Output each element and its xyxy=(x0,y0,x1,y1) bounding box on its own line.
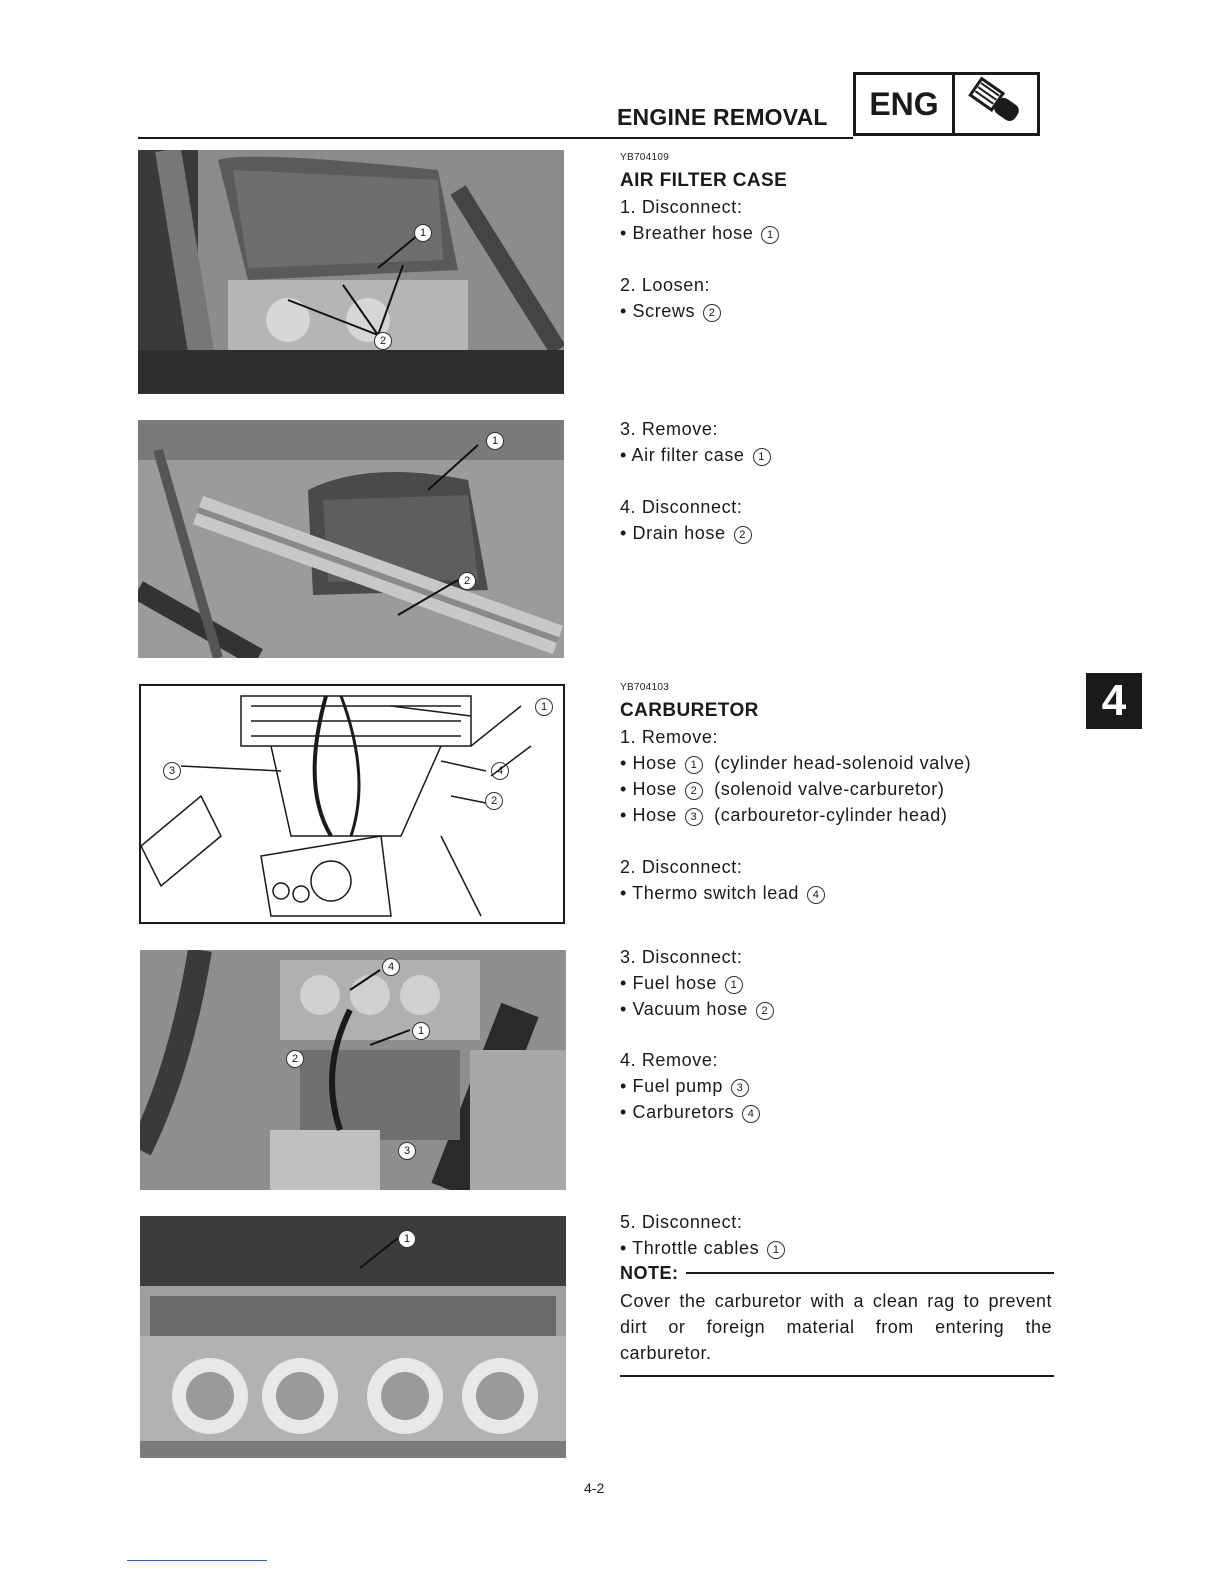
page-number: 4-2 xyxy=(584,1480,605,1496)
callout-4: 4 xyxy=(742,1105,760,1123)
section-code: YB704109 xyxy=(620,152,670,163)
photo-carburetor-fuel-pump xyxy=(140,950,566,1190)
step-line: 1. Disconnect: xyxy=(620,197,743,217)
callout-3: 3 xyxy=(731,1079,749,1097)
chapter-tab: 4 xyxy=(1086,673,1142,729)
step-item: • Hose 1 (cylinder head-solenoid valve) xyxy=(620,753,972,773)
step-item: • Carburetors 4 xyxy=(620,1099,760,1125)
callout-1: 1 xyxy=(725,976,743,994)
step-item: • Hose 3 (carbouretor-cylinder head) xyxy=(620,805,948,825)
step-item: • Air filter case 1 xyxy=(620,442,771,468)
note-label: NOTE: xyxy=(620,1263,679,1283)
callout-1: 1 xyxy=(685,756,703,774)
callout-1: 1 xyxy=(398,1230,416,1248)
step-line: 4. Remove: xyxy=(620,1050,719,1070)
callout-2: 2 xyxy=(703,304,721,322)
callout-2: 2 xyxy=(756,1002,774,1020)
callout-3: 3 xyxy=(163,762,181,780)
step-line: 3. Remove: xyxy=(620,419,719,439)
page-section-title: ENGINE REMOVAL xyxy=(617,104,828,130)
step-item: • Fuel hose 1 xyxy=(620,970,743,996)
note-text: Cover the carburetor with a clean rag to prevent dirt or foreign material from entering the carburetor. xyxy=(620,1291,1052,1363)
callout-1: 1 xyxy=(486,432,504,450)
header-rule xyxy=(138,137,853,139)
callout-1: 1 xyxy=(535,698,553,716)
callout-2: 2 xyxy=(485,792,503,810)
callout-1: 1 xyxy=(412,1022,430,1040)
callout-4: 4 xyxy=(491,762,509,780)
step-line: 4. Disconnect: xyxy=(620,497,743,517)
callout-2: 2 xyxy=(458,572,476,590)
photo-air-filter-case-breather xyxy=(138,150,564,394)
eng-badge: ENG xyxy=(853,72,955,136)
step-item: • Breather hose 1 xyxy=(620,220,779,246)
callout-3: 3 xyxy=(685,808,703,826)
step-item: • Vacuum hose 2 xyxy=(620,996,774,1022)
callout-3: 3 xyxy=(398,1142,416,1160)
callout-2: 2 xyxy=(286,1050,304,1068)
footer-rule xyxy=(127,1560,267,1561)
callout-4: 4 xyxy=(382,958,400,976)
step-item: • Screws 2 xyxy=(620,298,721,324)
callout-1: 1 xyxy=(767,1241,785,1259)
engine-piston-icon xyxy=(953,72,1040,136)
section-title-air-filter-case: AIR FILTER CASE xyxy=(620,170,788,191)
step-item: • Throttle cables 1 xyxy=(620,1235,785,1261)
step-line: 5. Disconnect: xyxy=(620,1212,743,1232)
section-title-carburetor: CARBURETOR xyxy=(620,700,759,721)
step-item: • Thermo switch lead 4 xyxy=(620,880,825,906)
note-top-rule xyxy=(686,1272,1054,1274)
step-line: 1. Remove: xyxy=(620,727,719,747)
step-item: • Drain hose 2 xyxy=(620,520,752,546)
callout-4: 4 xyxy=(807,886,825,904)
note-bottom-rule xyxy=(620,1375,1054,1377)
callout-1: 1 xyxy=(761,226,779,244)
step-line: 3. Disconnect: xyxy=(620,947,743,967)
section-code: YB704103 xyxy=(620,682,670,693)
step-item: • Hose 2 (solenoid valve-carburetor) xyxy=(620,779,945,799)
diagram-carburetor-hoses xyxy=(139,684,565,924)
callout-1: 1 xyxy=(753,448,771,466)
callout-2: 2 xyxy=(374,332,392,350)
step-item: • Fuel pump 3 xyxy=(620,1073,749,1099)
callout-1: 1 xyxy=(414,224,432,242)
photo-air-filter-case-removal xyxy=(138,420,564,658)
step-line: 2. Disconnect: xyxy=(620,857,743,877)
photo-carburetor-throttle-cables xyxy=(140,1216,566,1458)
callout-2: 2 xyxy=(685,782,703,800)
step-line: 2. Loosen: xyxy=(620,275,711,295)
callout-2: 2 xyxy=(734,526,752,544)
